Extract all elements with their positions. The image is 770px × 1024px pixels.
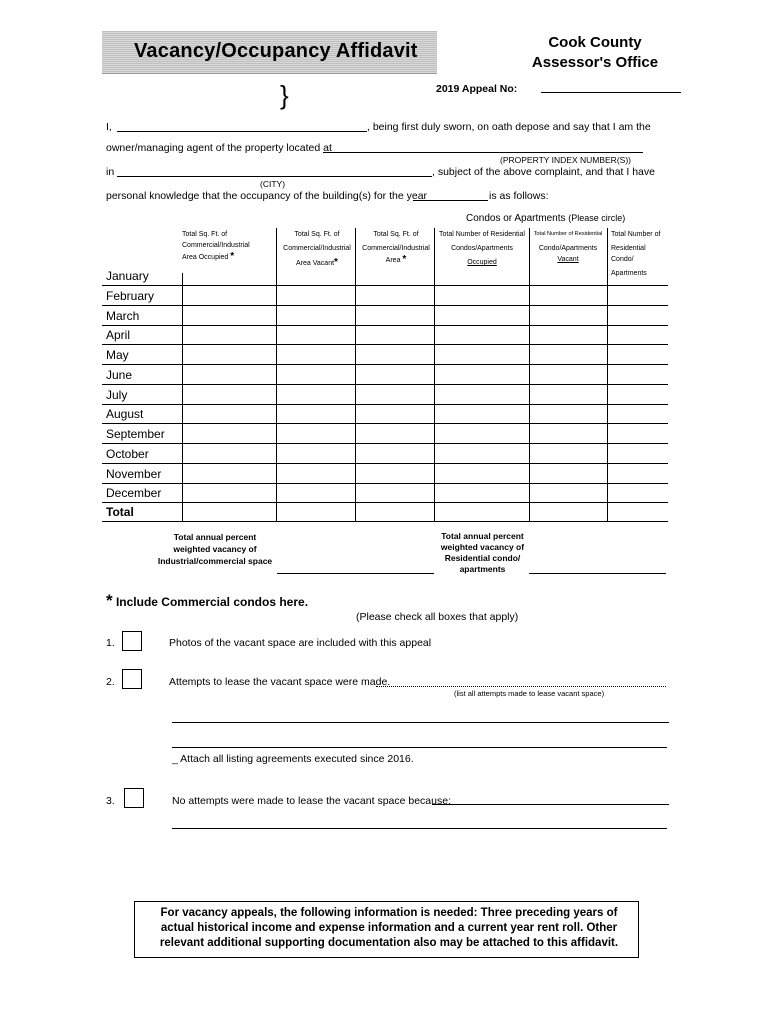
include-note (106, 591, 308, 611)
month-label: April (106, 328, 131, 342)
col-header-commercial-vacant (278, 229, 356, 269)
table-row-line (102, 384, 668, 385)
col-header-commercial-total (357, 229, 435, 266)
col1-star: * (230, 251, 235, 262)
col2-star: * (334, 257, 338, 268)
item-3-number: 3. (106, 795, 115, 807)
col-header-residential-vacant (529, 229, 607, 265)
col2-line1: Total Sq. Ft. of (294, 231, 340, 238)
month-label: September (106, 427, 165, 441)
col-header-residential-occupied (435, 229, 529, 268)
photos-checkbox[interactable] (122, 631, 142, 651)
col2-line2: Commercial/Industrial (283, 245, 351, 252)
table-row-line (102, 463, 668, 464)
item-3-text: No attempts were made to lease the vacant space because: (172, 795, 451, 807)
page-title: Vacancy/Occupancy Affidavit (134, 40, 418, 62)
col1-line3-wrap (182, 251, 272, 263)
col6-line3: Apartments (611, 270, 647, 277)
item-2-text: Attempts to lease the vacant space were made. (169, 676, 391, 688)
col6-line2: Residential Condo/ (611, 245, 646, 263)
table-row-line (102, 325, 668, 326)
table-row-line (102, 404, 668, 405)
header-divider (529, 228, 530, 273)
assessor-office (520, 33, 670, 73)
col5-line3: Vacant (557, 256, 579, 263)
lease-attempts-line-2[interactable] (172, 722, 669, 723)
title-banner (102, 31, 437, 74)
commercial-vacancy-field[interactable] (277, 573, 434, 574)
summary-right-line: weighted vacancy of (440, 542, 525, 552)
month-label: January (106, 269, 149, 283)
item-1-number: 1. (106, 637, 115, 649)
summary-left-line: weighted vacancy of (173, 544, 257, 554)
city-caption: (CITY) (260, 179, 286, 189)
lease-attempts-caption: (list all attempts made to lease vacant space) (454, 689, 605, 698)
month-label: June (106, 368, 133, 382)
col5-line1: Total Number of Residential (533, 231, 603, 237)
table-row-line (102, 443, 668, 444)
in-label: in (106, 166, 115, 178)
org-line-1: Cook County (548, 34, 642, 51)
appeal-number-field[interactable] (541, 92, 681, 93)
col1-line3: Area Occupied (182, 254, 229, 261)
table-row-line (102, 423, 668, 424)
col1-line1: Total Sq. Ft. of (182, 231, 228, 238)
header-divider (276, 228, 277, 273)
knowledge-text: personal knowledge that the occupancy of the building(s) for the year (106, 190, 428, 202)
table-row-line (102, 344, 668, 345)
header-divider (607, 228, 608, 273)
month-label: May (106, 348, 129, 362)
col-header-residential-total (608, 229, 670, 279)
residential-vacancy-field[interactable] (529, 573, 666, 574)
col3-line3: Area (385, 257, 401, 264)
table-row-line (102, 521, 668, 522)
summary-right-line: Total annual percent (441, 531, 524, 541)
brace: } (280, 80, 289, 110)
month-label: December (106, 486, 162, 500)
col4-line3: Occupied (467, 259, 497, 266)
table-row-line (102, 483, 668, 484)
condos-heading-text: Condos or Apartments (466, 213, 566, 224)
vacancy-info-text: For vacancy appeals, the following information is needed: Three preceding years of actual historical income and expense information and a current year rent roll. Other relevant additional supporting documentation also may be attached to this affidavit. (159, 907, 619, 949)
col3-line2: Commercial/Industrial (362, 245, 430, 252)
summary-right-line: Residential condo/ (444, 553, 521, 563)
col3-line3-wrap (357, 254, 435, 266)
affiant-name-field[interactable] (117, 131, 367, 132)
col4-line2: Condos/Apartments (451, 245, 513, 252)
vacancy-info-box (134, 901, 639, 958)
month-label: November (106, 467, 162, 481)
item-2-number: 2. (106, 676, 115, 688)
lease-attempts-line-3[interactable] (172, 747, 667, 748)
header-divider (355, 228, 356, 273)
total-row-label: Total (106, 505, 134, 519)
table-row-line (102, 502, 668, 503)
include-star: * (106, 591, 113, 610)
col2-line3: Area Vacant (296, 260, 335, 267)
no-attempts-checkbox[interactable] (124, 788, 144, 808)
month-label: March (106, 309, 140, 323)
summary-right-line: apartments (459, 564, 506, 574)
check-instruction: (Please check all boxes that apply) (356, 611, 519, 623)
city-field[interactable] (117, 176, 432, 177)
col2-line3-wrap (278, 257, 356, 269)
col3-line1: Total Sq. Ft. of (373, 231, 419, 238)
table-row-line (102, 364, 668, 365)
header-divider (434, 228, 435, 273)
month-label: August (106, 407, 144, 421)
follows-text: is as follows: (489, 190, 549, 202)
i-label: I, (106, 121, 112, 133)
col1-line2: Commercial/Industrial (182, 242, 250, 249)
no-attempts-reason-field[interactable] (432, 804, 669, 805)
summary-left-line: Total annual percent (173, 532, 257, 542)
attach-listing-text: _ Attach all listing agreements executed since 2016. (172, 753, 414, 765)
residential-vacancy-summary (425, 531, 540, 575)
include-text: Include Commercial condos here. (115, 595, 309, 609)
month-label: July (106, 388, 128, 402)
item-1-text: Photos of the vacant space are included with this appeal (169, 637, 432, 649)
appeal-label: 2019 Appeal No: (436, 83, 518, 95)
agent-text: owner/managing agent of the property located at (106, 142, 332, 154)
pin-caption: (PROPERTY INDEX NUMBER(S)) (500, 155, 631, 165)
table-row-line (102, 305, 668, 306)
col5-line2: Condo/Apartments (538, 245, 598, 252)
month-label: February (106, 289, 155, 303)
month-label: October (106, 447, 149, 461)
col6-line1: Total Number of (611, 231, 661, 238)
condos-heading (466, 213, 625, 224)
lease-attempts-checkbox[interactable] (122, 669, 142, 689)
lease-attempts-field[interactable] (376, 686, 666, 687)
property-location-field[interactable] (323, 152, 643, 153)
col3-star: * (402, 254, 407, 265)
condos-note: (Please circle) (568, 213, 626, 223)
complaint-text: , subject of the above complaint, and that I have (432, 166, 655, 178)
summary-left-line: Industrial/commercial space (157, 556, 273, 566)
col-header-commercial-occupied (182, 229, 272, 263)
no-attempts-reason-line-2[interactable] (172, 828, 667, 829)
year-field[interactable] (413, 200, 488, 201)
table-row-line (102, 285, 668, 286)
org-line-2: Assessor's Office (531, 54, 659, 71)
sworn-text: , being first duly sworn, on oath depose and say that I am the (367, 121, 651, 133)
col4-line1: Total Number of Residential (439, 231, 525, 238)
commercial-vacancy-summary (150, 531, 280, 567)
